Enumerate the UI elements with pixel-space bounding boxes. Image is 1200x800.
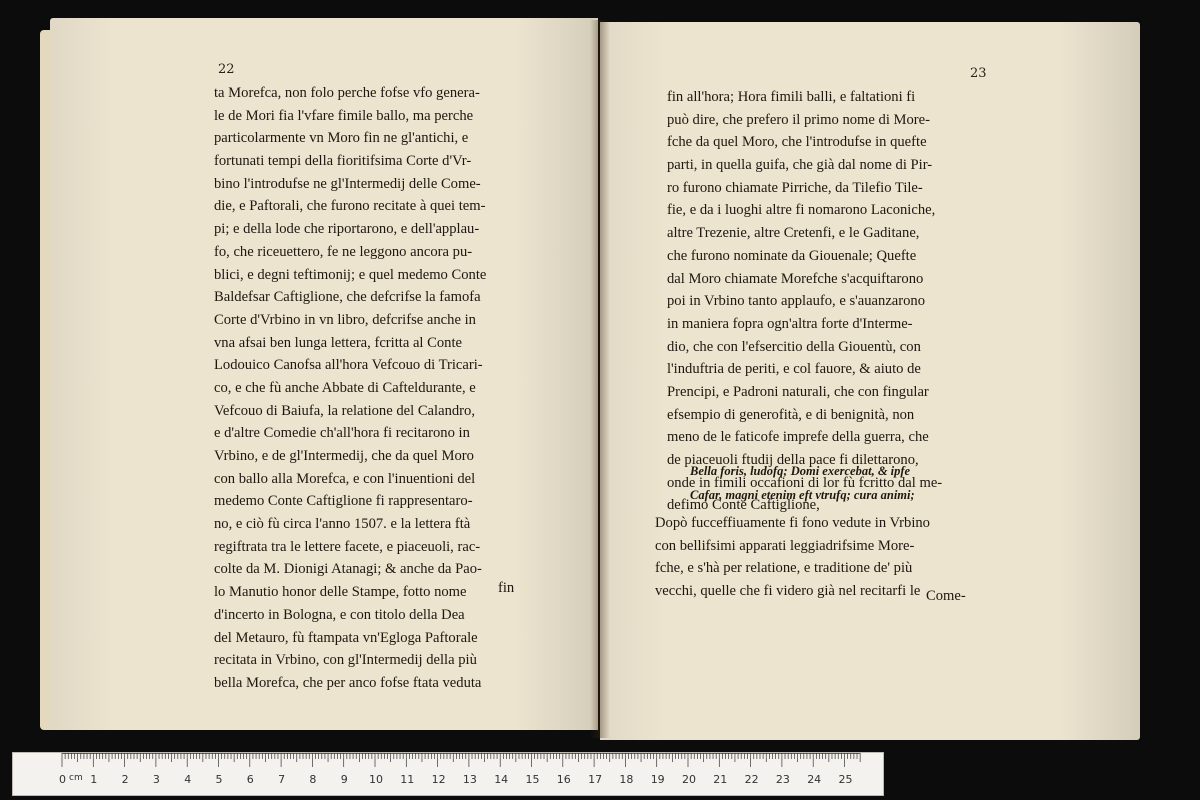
- scale-ruler: [12, 752, 884, 796]
- text-line: fo, che riceuettero, fe ne leggono ancora pu-: [214, 243, 473, 260]
- ruler-label: 8: [309, 773, 317, 786]
- ruler-label: 24: [807, 773, 822, 786]
- text-line: altre Trezenie, altre Cretenfi, e le Gaditane,: [667, 225, 920, 242]
- text-line: d'incerto in Bologna, e con titolo della Dea: [214, 606, 465, 623]
- text-line: l'induftria de periti, e col fauore, & aiuto de: [667, 361, 921, 378]
- right-catchword: Come-: [926, 588, 966, 604]
- text-line: con bellifsimi apparati leggiadrifsime More-: [655, 537, 915, 554]
- text-line: Cafar, magni etenim eft vtrufq; cura animi;: [690, 488, 915, 502]
- ruler-unit-label: cm: [69, 773, 83, 783]
- text-line: dio, che con l'efsercitio della Giouentù, con: [667, 338, 921, 355]
- text-line: fche da quel Moro, che l'introdufse in quefte: [667, 134, 927, 151]
- text-line: che furono nominate da Giouenale; Quefte: [667, 247, 917, 264]
- latin-quotation: [690, 459, 915, 507]
- text-line: meno de le faticofe imprefe della guerra, che: [667, 429, 929, 446]
- text-line: co, e che fù anche Abbate di Cafteldurante, e: [214, 379, 476, 396]
- ruler-label: 10: [369, 773, 383, 786]
- text-line: fche, e s'hà per relatione, e traditione de' più: [655, 560, 913, 577]
- ruler-label: 21: [713, 773, 728, 786]
- book-gutter: [590, 20, 610, 738]
- text-line: recitata in Vrbino, con gl'Intermedij della più: [214, 652, 477, 669]
- ruler-label: 22: [744, 773, 759, 786]
- ruler-label: 19: [650, 773, 665, 786]
- ruler-label: 16: [556, 773, 571, 786]
- ruler-label: 2: [121, 773, 129, 786]
- text-line: de piaceuoli ftudij della pace fi dilettarono,: [667, 452, 919, 468]
- text-line: ro furono chiamate Pirriche, da Tilefio Tile-: [667, 179, 923, 196]
- ruler-label: 0: [59, 773, 66, 786]
- text-line: le de Mori fia l'vfare fimile ballo, ma perche: [214, 107, 474, 124]
- text-line: ta Morefca, non folo perche fofse vfo genera-: [214, 85, 480, 101]
- left-page-text: [214, 82, 486, 695]
- text-line: vecchi, quelle che fi videro già nel recitarfi le: [655, 583, 921, 600]
- right-page-text-continued: [655, 512, 930, 603]
- ruler-label: 6: [246, 773, 254, 786]
- text-line: efsempio di generofità, e di benignità, non: [667, 406, 915, 423]
- text-line: in maniera fopra ogn'altra forte d'Interme-: [667, 315, 913, 332]
- ruler-label: 7: [278, 773, 286, 786]
- text-line: fortunati tempi della fioritifsima Corte d'Vr-: [214, 153, 472, 170]
- text-line: fie, e da i luoghi altre fi nomarono Laconiche,: [667, 202, 936, 219]
- left-page-number: 22: [218, 62, 235, 77]
- ruler-label: 9: [340, 773, 348, 786]
- text-line: Prencipi, e Padroni naturali, che con fingular: [667, 383, 929, 400]
- text-line: bella Morefca, che per anco fofse ftata veduta: [214, 674, 482, 691]
- text-line: die, e Paftorali, che furono recitate à quei tem-: [214, 198, 486, 215]
- ruler-label: 25: [838, 773, 853, 786]
- ruler-label: 3: [152, 773, 160, 786]
- text-line: particolarmente vn Moro fin ne gl'antichi, e: [214, 130, 469, 147]
- ruler-label: 18: [619, 773, 634, 786]
- ruler-label: 5: [215, 773, 223, 786]
- text-line: e d'altre Comedie ch'all'hora fi recitarono in: [214, 425, 470, 442]
- text-line: no, e ciò fù circa l'anno 1507. e la lettera ftà: [214, 516, 471, 533]
- text-line: Bella foris, ludofq; Domi exercebat, & ipfe: [690, 464, 911, 478]
- text-line: defimo Conte Caftiglione,: [667, 497, 820, 514]
- text-line: Baldefsar Caftiglione, che defcrifse la famofa: [214, 289, 481, 306]
- ruler-label: 20: [682, 773, 696, 786]
- right-page-number: 23: [970, 66, 987, 81]
- text-line: regiftrata tra le lettere facete, e piaceuoli, rac-: [214, 538, 481, 555]
- ruler-label: 17: [588, 773, 603, 786]
- left-catchword: fin: [498, 580, 515, 596]
- text-line: Corte d'Vrbino in vn libro, defcrifse anche in: [214, 311, 476, 328]
- text-line: Vefcouo di Baiufa, la relatione del Calandro,: [214, 402, 475, 419]
- text-line: blici, e degni teftimonij; e quel medemo Conte: [214, 266, 487, 283]
- text-line: dal Moro chiamate Morefche s'acquiftarono: [667, 270, 924, 287]
- ruler-label: 14: [494, 773, 509, 786]
- text-line: parti, in quella guifa, che già dal nome di Pir-: [667, 157, 933, 174]
- text-line: lo Manutio honor delle Stampe, fotto nome: [214, 584, 467, 601]
- text-line: può dire, che prefero il primo nome di More-: [667, 111, 931, 128]
- text-line: colte da M. Dionigi Atanagi; & anche da Pao-: [214, 561, 482, 578]
- text-line: vna afsai ben lunga lettera, fcritta al Conte: [214, 334, 462, 351]
- ruler-label: 23: [775, 773, 790, 786]
- text-line: Dopò fucceffiuamente fi fono vedute in Vrbino: [655, 515, 930, 531]
- ruler-label: 15: [525, 773, 540, 786]
- text-line: pi; e della lode che riportarono, e dell'applau-: [214, 221, 480, 238]
- ruler-label: 11: [400, 773, 415, 786]
- text-line: medemo Conte Caftiglione fi rappresentaro-: [214, 493, 473, 510]
- text-line: onde in fimili occafioni di lor fù fcritto dal me-: [667, 474, 943, 491]
- ruler-label: 1: [90, 773, 98, 786]
- text-line: Vrbino, e de gl'Intermedij, che da quel Moro: [214, 448, 474, 464]
- text-line: del Metauro, fù ftampata vn'Egloga Paftorale: [214, 629, 478, 646]
- ruler-label: 13: [462, 773, 477, 786]
- text-line: bino l'introdufse ne gl'Intermedij delle Come-: [214, 175, 481, 192]
- text-line: con ballo alla Morefca, e con l'inuentioni del: [214, 470, 476, 487]
- text-line: fin all'hora; Hora fimili balli, e faltationi fi: [667, 89, 916, 105]
- text-line: poi in Vrbino tanto applaufo, e s'auanzarono: [667, 293, 926, 310]
- ruler-label: 4: [184, 773, 192, 786]
- right-page-text: [667, 86, 942, 517]
- text-line: Lodouico Canofsa all'hora Vefcouo di Tricari-: [214, 357, 483, 374]
- ruler-label: 12: [431, 773, 446, 786]
